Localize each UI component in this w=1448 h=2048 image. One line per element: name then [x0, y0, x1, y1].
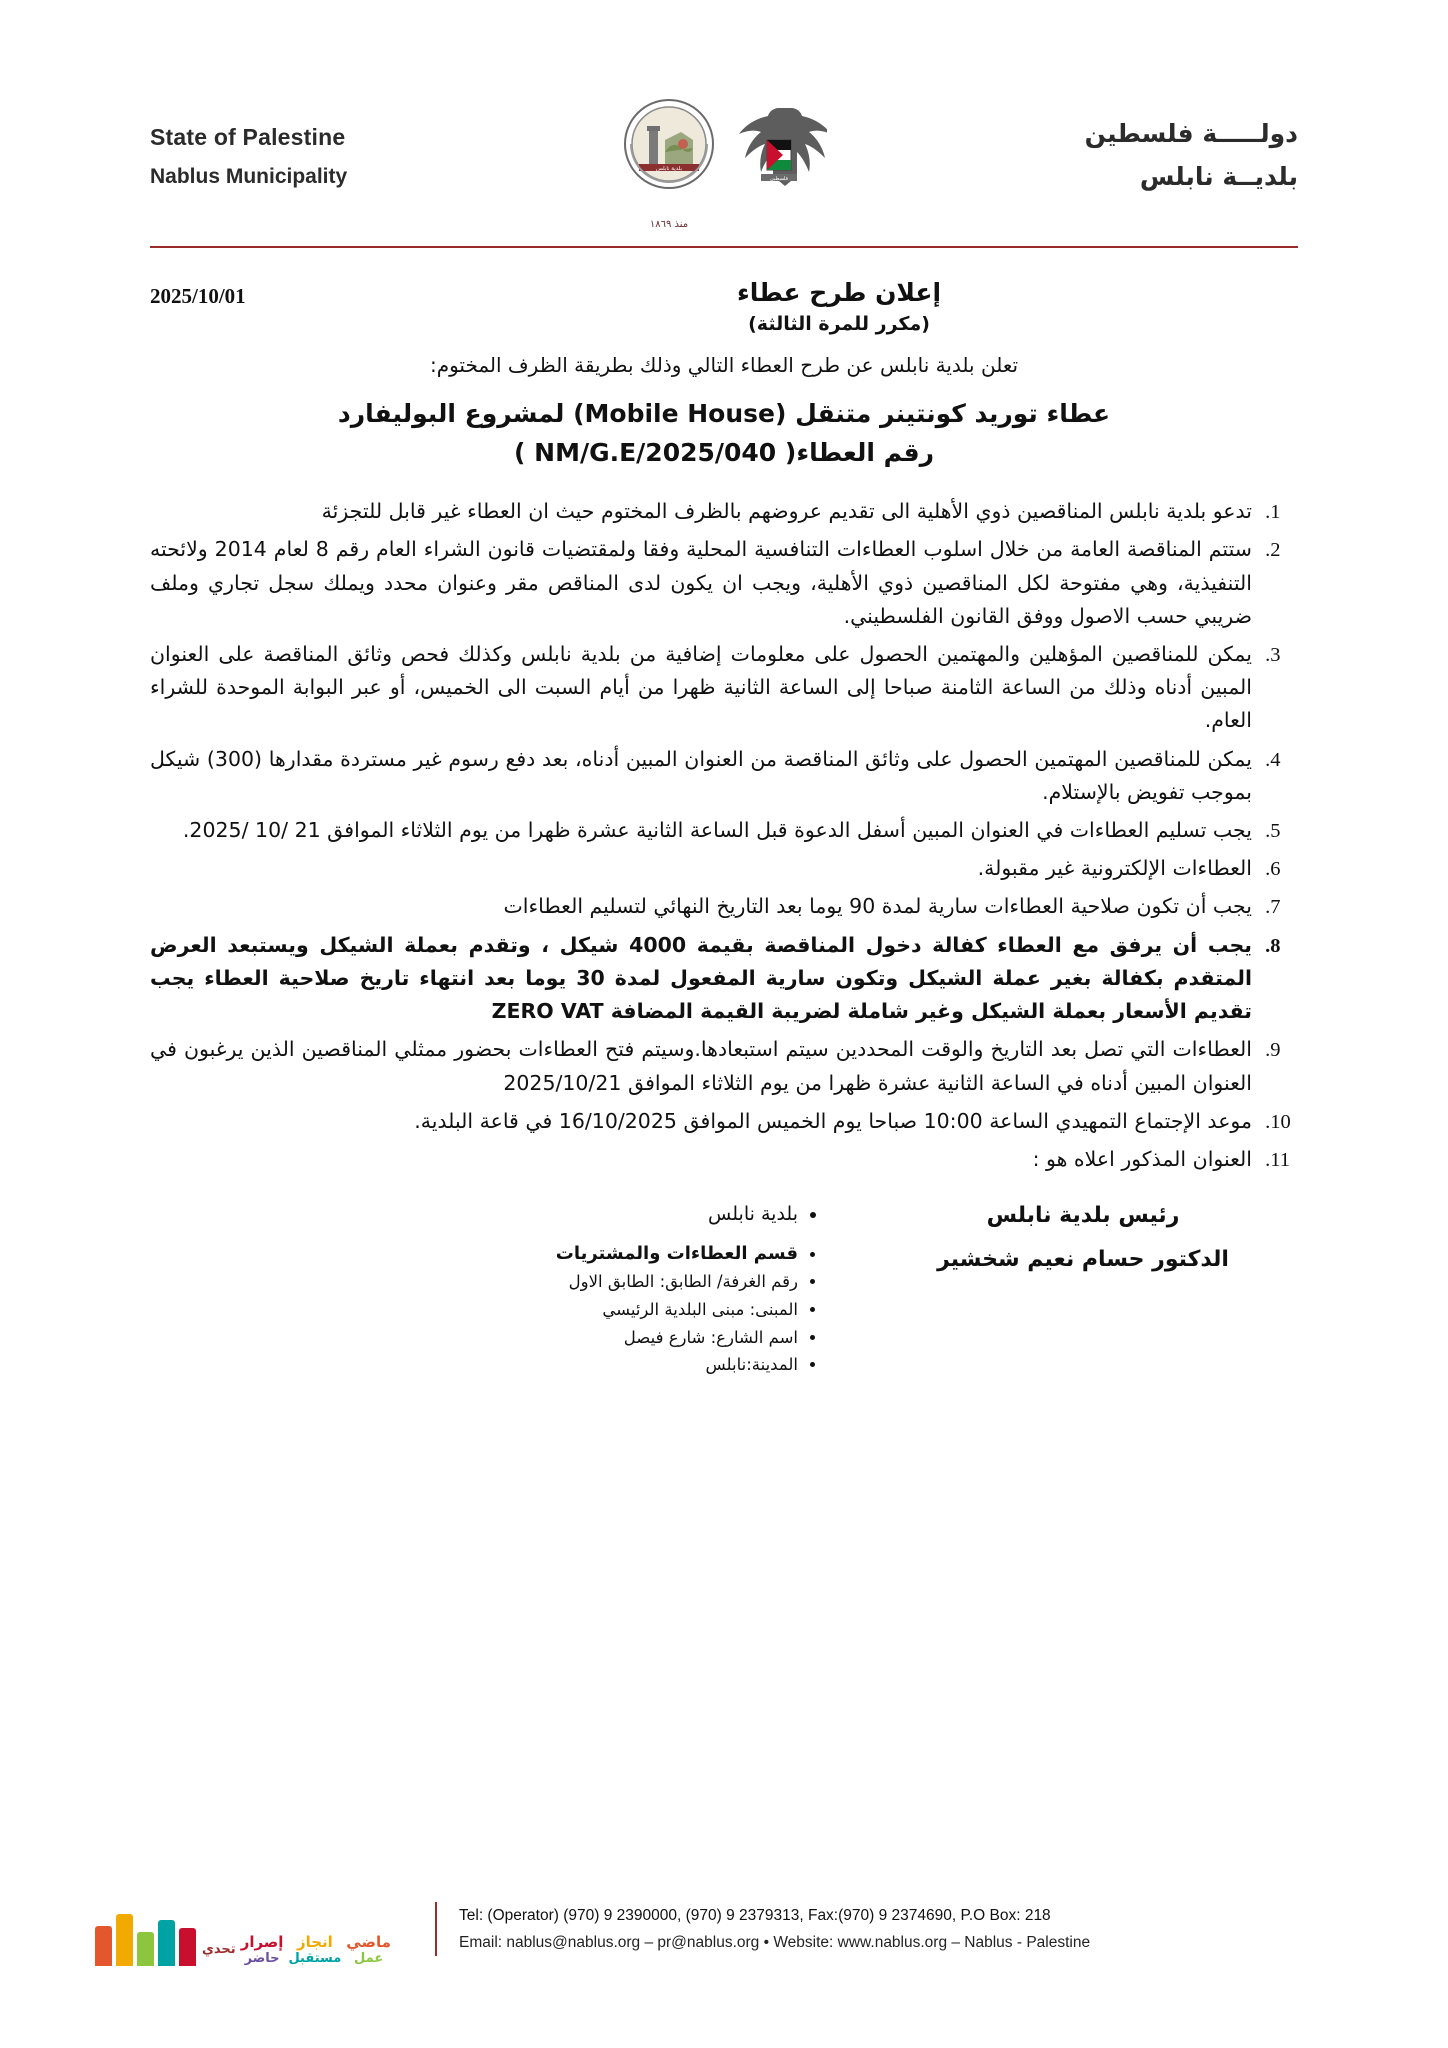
- clause-item: 2. ستتم المناقصة العامة من خلال اسلوب العطاءات التنافسية المحلية وفقا ولمقتضيات قانون الشراء العام رقم 8 لعام 2014 ولائحته التنفيذية، وهي مفتوحة لكل المناقصين ذوي الأهلية، ويجب ان يكون لدى المناقص مقر وعنوان محدد ويملك سجل تجاري وملف ضريبي حسب الاصول ووفق القانون الفلسطيني.: [150, 533, 1260, 633]
- crest-caption: منذ ١٨٦٩: [649, 219, 689, 230]
- tender-number: رقم العطاء( NM/G.E/2025/040 ): [514, 438, 934, 468]
- people-icon: [95, 1914, 196, 1966]
- campaign-word: إصرار: [240, 1933, 284, 1952]
- footer-email-line: Email: nablus@nablus.org – pr@nablus.org • Website: www.nablus.org – Nablus - Palestine: [459, 1934, 1091, 1951]
- clause-item: 9. العطاءات التي تصل بعد التاريخ والوقت المحددين سيتم استبعادها.وسيتم فتح العطاءات بحضور ممثلي المناقصين الذين يرغبون في العنوان المبين أدناه في الساعة الثانية عشرة ظهرا من يوم الثلاثاء الموافق 2025/10/21: [150, 1033, 1260, 1099]
- address-item: • المدينة:نابلس: [150, 1352, 798, 1378]
- address-item: • اسم الشارع: شارع فيصل: [150, 1325, 798, 1351]
- campaign-word: عمل: [354, 1950, 384, 1966]
- palestine-eagle-emblem-icon: [731, 96, 827, 208]
- signature-block: [868, 1194, 1298, 1282]
- campaign-words: [202, 1934, 391, 1966]
- document-subtitle: (مكرر للمرة الثالثة): [748, 313, 930, 335]
- nablus-municipality-ar: بلديــة نابلس: [1139, 162, 1298, 191]
- campaign-word: حاضر: [244, 1950, 280, 1966]
- address-item: • قسم العطاءات والمشتريات: [150, 1240, 798, 1268]
- tender-name: عطاء توريد كونتينر متنقل (Mobile House) لمشروع البوليفارد: [337, 399, 1111, 428]
- campaign-word: ماضي: [346, 1933, 391, 1952]
- clause-item: 6. العطاءات الإلكترونية غير مقبولة.: [150, 852, 1260, 885]
- document-date: 2025/10/01: [150, 284, 246, 308]
- header-arabic-title: [968, 115, 1298, 197]
- footer-phone-line: Tel: (Operator) (970) 9 2390000, (970) 9 2379313, Fax:(970) 9 2374690, P.O Box: 218: [459, 1906, 1051, 1924]
- clause-list: [150, 495, 1298, 1176]
- document-header: [0, 0, 1448, 230]
- title-and-date-row: [150, 278, 1298, 335]
- document-title: إعلان طرح عطاء: [736, 278, 942, 307]
- state-of-palestine-ar: دولـــــة فلسطين: [1084, 119, 1298, 149]
- emblems: [621, 96, 827, 230]
- address-item: • رقم الغرفة/ الطابق: الطابق الاول: [150, 1269, 798, 1295]
- state-of-palestine-en: State of Palestine: [150, 124, 346, 150]
- clause-item: 4. يمكن للمناقصين المهتمين الحصول على وثائق المناقصة من العنوان المبين أدناه، بعد دفع رسوم غير مستردة مقدارها (300) شيكل بموجب تفويض بالإستلام.: [150, 743, 1260, 809]
- clause-item: 1. تدعو بلدية نابلس المناقصين ذوي الأهلية الى تقديم عروضهم بالظرف المختوم حيث ان العطاء غير قابل للتجزئة: [150, 495, 1260, 528]
- intro-paragraph: تعلن بلدية نابلس عن طرح العطاء التالي وذلك بطريقة الظرف المختوم:: [429, 353, 1019, 377]
- clause-item: 10. موعد الإجتماع التمهيدي الساعة 10:00 صباحا يوم الخميس الموافق 16/10/2025 في قاعة البلدية.: [150, 1105, 1260, 1138]
- header-english-title: [150, 120, 480, 192]
- signature-name: الدكتور حسام نعيم شخشير: [937, 1247, 1229, 1273]
- clause-item: 3. يمكن للمناقصين المؤهلين والمهتمين الحصول على معلومات إضافية من بلدية نابلس وكذلك فحص وثائق المناقصة على العنوان المبين أدناه وذلك من الساعة الثامنة صباحا إلى الساعة الثانية ظهرا من أيام السبت الى الخميس، أو عبر البوابة الموحدة للشراء العام.: [150, 638, 1260, 738]
- document-footer: [0, 1892, 1448, 1966]
- address-item: • المبنى: مبنى البلدية الرئيسي: [150, 1297, 798, 1323]
- clause-item: 11. العنوان المذكور اعلاه هو :: [150, 1143, 1260, 1176]
- campaign-logo: [95, 1892, 425, 1966]
- nablus-municipality-en: Nablus Municipality: [150, 164, 348, 188]
- title-block: [380, 278, 1298, 335]
- svg-text:بلدية نابلس: بلدية نابلس: [655, 166, 683, 172]
- address-and-signature: [150, 1200, 1298, 1378]
- header-divider: [150, 246, 1298, 248]
- clause-item: 8. يجب أن يرفق مع العطاء كفالة دخول المناقصة بقيمة 4000 شيكل ، وتقدم بعملة الشيكل ويستبعد العرض المتقدم بكفالة بغير عملة الشيكل وتكون سارية المفعول لمدة 30 يوما بعد انتهاء تاريخ صلاحية العطاء يجب تقديم الأسعار بعملة الشيكل وغير شاملة لضريبة القيمة المضافة ZERO VAT: [150, 929, 1260, 1029]
- clause-item: 5. يجب تسليم العطاءات في العنوان المبين أسفل الدعوة قبل الساعة الثانية عشرة ظهرا من يوم الثلاثاء الموافق 21 /10 /2025.: [150, 814, 1260, 847]
- nablus-municipality-emblem-icon: [621, 96, 717, 230]
- clause-item: 7. يجب أن تكون صلاحية العطاءات سارية لمدة 90 يوما بعد التاريخ النهائي لتسليم العطاءات: [150, 890, 1260, 923]
- address-item: • بلدية نابلس: [150, 1200, 798, 1229]
- document-body: [0, 278, 1448, 1378]
- signature-title: رئيس بلدية نابلس: [986, 1203, 1180, 1229]
- campaign-word: انجاز: [296, 1933, 333, 1952]
- campaign-word: مستقبل: [288, 1950, 342, 1966]
- campaign-word: تحدي: [202, 1941, 236, 1957]
- svg-text:فلسطين: فلسطين: [770, 176, 788, 182]
- footer-contact: [435, 1902, 1353, 1956]
